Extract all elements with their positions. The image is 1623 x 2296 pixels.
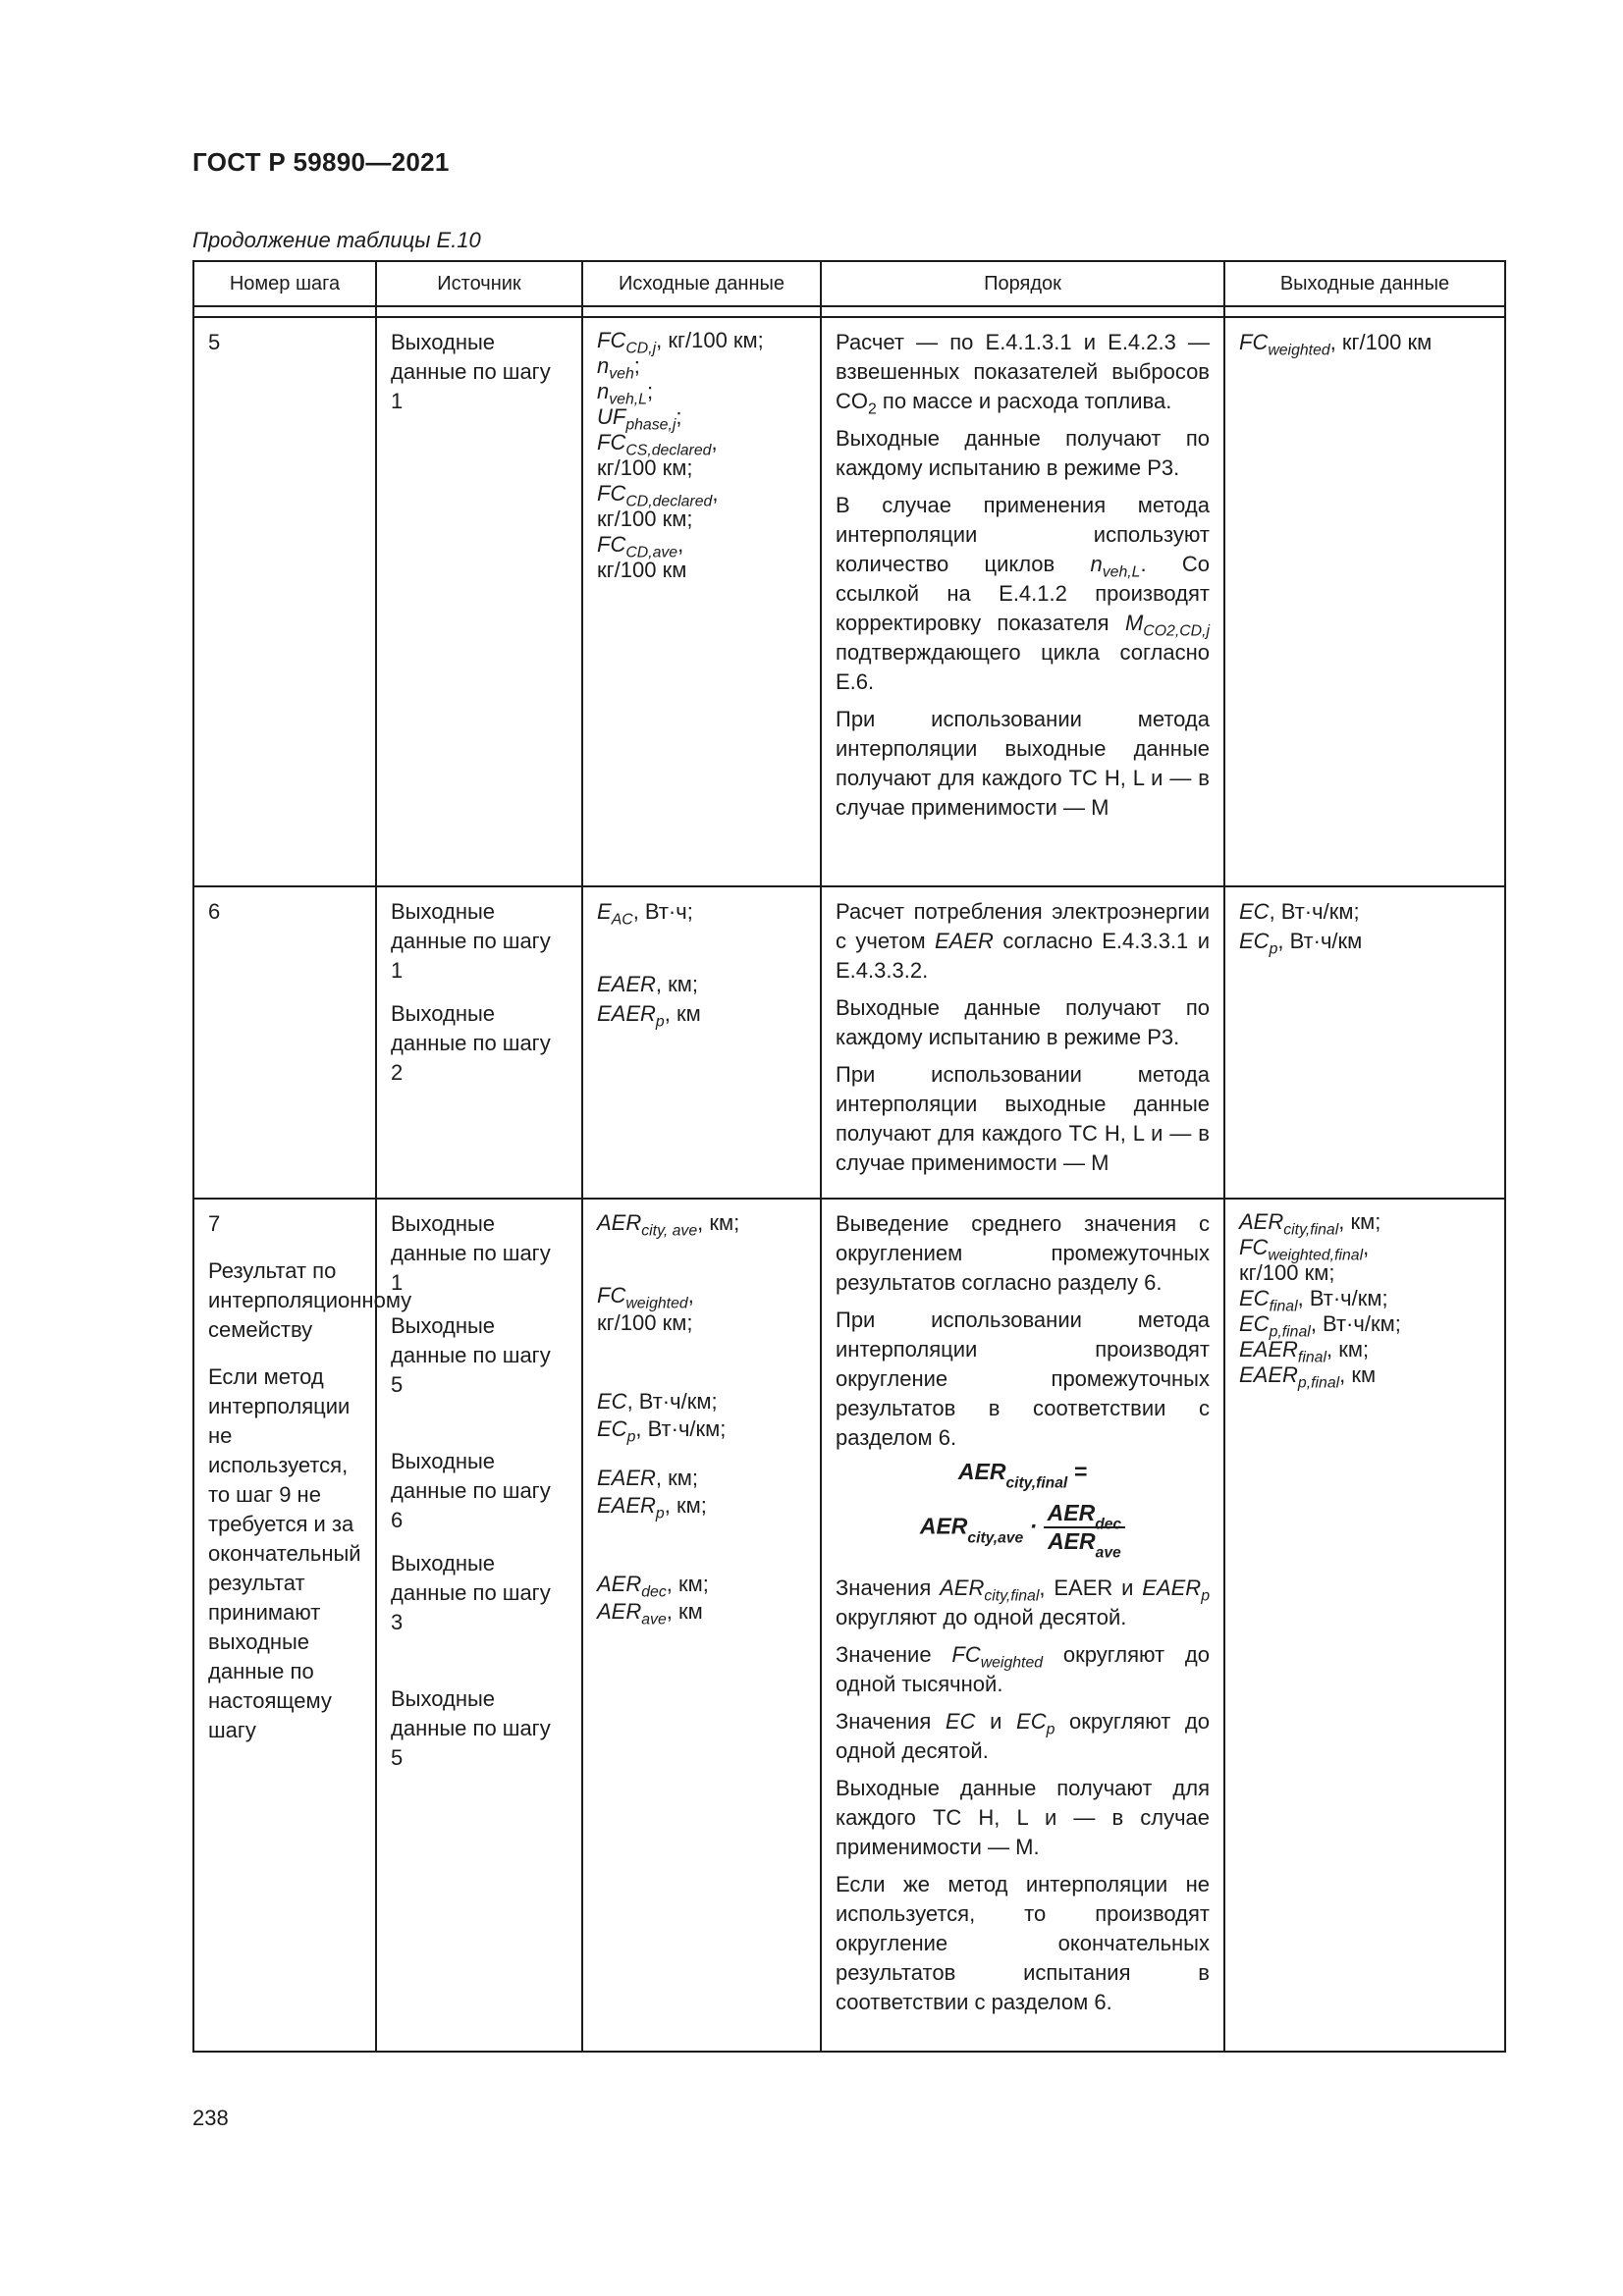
procedure-cell [821, 1199, 1224, 2052]
output-cell: $AER_{city,final}$, км; $FC_{weighted,final}$, кг/100 км; $EC_{final}$, Вт·ч/км; $EC_{p,final}$, Вт·ч/км; $EAER_{final}$, км; $EAER_{p,final}$, км [1224, 1199, 1505, 2052]
source-cell: Выходные данные по шагу 1 Выходные данные по шагу 2 [376, 886, 582, 1199]
procedure-paragraph: Выходные данные получают по каждому испытанию в режиме P3. [836, 426, 1210, 480]
step-note: Результат по интерполяционному семейству [208, 1258, 412, 1342]
table-row-step-7 [193, 1199, 1505, 2052]
page-number: 238 [192, 2106, 229, 2130]
input-cell: $E_{AC}$, Вт·ч; EAER, км; $EAER_p$, км [582, 886, 821, 1199]
formula-aer-city-final: $AER_{city,final}$ = $AER_{city,ave}$ · $\frac{AER_{dec}}{AER_{ave}}$ [836, 1461, 1210, 1554]
procedure-paragraph: Выведение среднего значения с округлением промежуточных результатов согласно разделу 6. [836, 1211, 1210, 1295]
procedure-cell [821, 317, 1224, 886]
procedure-paragraph: Выходные данные получают по каждому испытанию в режиме P3. [836, 995, 1210, 1049]
column-header-source: Источник [376, 261, 582, 306]
formula-fraction: $\frac{AER_{dec}}{AER_{ave}}$ [1044, 1502, 1126, 1554]
output-cell: $FC_{weighted}$, кг/100 км [1224, 317, 1505, 886]
procedure-paragraph: Значение $FC_{weighted}$ округляют до одной тысячной. [836, 1641, 1210, 1696]
step-number: 7 Результат по интерполяционному семейству Если метод интерполяции не используется, то шаг 9 не требуется и за окончательный результат принимают выходные данные по настоящему шагу [193, 1199, 376, 2052]
input-cell: $FC_{CD,j}$, кг/100 км; $n_{veh}$; $n_{veh,L}$; $UF_{phase,j}$; $FC_{CS,declared}$, кг/100 км; $FC_{CD,declared}$, кг/100 км; $FC_{CD,ave}$, кг/100 км [582, 317, 821, 886]
step-number: 6 [193, 886, 376, 1199]
step-number: 5 [193, 317, 376, 886]
header-spacer [193, 306, 1505, 317]
column-header-procedure: Порядок [821, 261, 1224, 306]
input-cell: $AER_{city, ave}$, км; $FC_{weighted}$, кг/100 км; EC, Вт·ч/км; $EC_p$, Вт·ч/км; EAER, км; $EAER_p$, км; $AER_{dec}$, км; $AER_{ave}$, км [582, 1199, 821, 2052]
procedure-paragraph: Выходные данные получают для каждого ТС H, L и — в случае применимости — M. [836, 1775, 1210, 1859]
procedure-paragraph: При использовании метода интерполяции выходные данные получают для каждого ТС H, L и — в случае применимости — M [836, 1062, 1210, 1175]
procedure-paragraph: Значения EC и $EC_p$ округляют до одной десятой. [836, 1708, 1210, 1763]
procedure-paragraph: Расчет — по E.4.1.3.1 и E.4.2.3 — взвешенных показателей выбросов $CO_2$ по массе и расхода топлива. [836, 330, 1210, 418]
procedure-paragraph: В случае применения метода интерполяции используют количество циклов $n_{veh,L}$. Со ссылкой на E.4.1.2 производят корректировку показателя $M_{CO2,CD,j}$ подтверждающего цикла согласно E.6. [836, 493, 1210, 694]
column-header-input: Исходные данные [582, 261, 821, 306]
column-header-output: Выходные данные [1224, 261, 1505, 306]
procedure-paragraph: При использовании метода интерполяции выходные данные получают для каждого ТС H, L и — в случае применимости — M [836, 707, 1210, 820]
source-cell: Выходные данные по шагу 1 [376, 317, 582, 886]
source-cell: Выходные данные по шагу 1 Выходные данные по шагу 5 Выходные данные по шагу 6 Выходные данные по шагу 3 Выходные данные по шагу 5 [376, 1199, 582, 2052]
table-row-step-6 [193, 886, 1505, 1199]
procedure-paragraph: Если же метод интерполяции не используется, то производят округление окончательных результатов испытания в соответствии с разделом 6. [836, 1871, 1210, 2014]
document-header: ГОСТ Р 59890—2021 [192, 147, 450, 177]
procedure-paragraph: При использовании метода интерполяции производят округление промежуточных результатов в соответствии с разделом 6. [836, 1308, 1210, 1450]
procedure-paragraph: Значения $AER_{city,final}$, EAER и $EAER_p$ округляют до одной десятой. [836, 1575, 1210, 1629]
data-table [192, 260, 1506, 2053]
output-cell: EC, Вт·ч/км; $EC_p$, Вт·ч/км [1224, 886, 1505, 1199]
step-note: Если метод интерполяции не используется, то шаг 9 не требуется и за окончательный результат принимают выходные данные по настоящему шагу [208, 1364, 361, 1742]
procedure-paragraph: Расчет потребления электроэнергии с учетом EAER согласно E.4.3.3.1 и E.4.3.3.2. [836, 899, 1211, 983]
procedure-cell [821, 886, 1224, 1199]
table-row-step-5 [193, 317, 1505, 886]
column-header-step: Номер шага [193, 261, 376, 306]
table-header-row [193, 261, 1505, 306]
table-caption: Продолжение таблицы E.10 [192, 228, 481, 252]
